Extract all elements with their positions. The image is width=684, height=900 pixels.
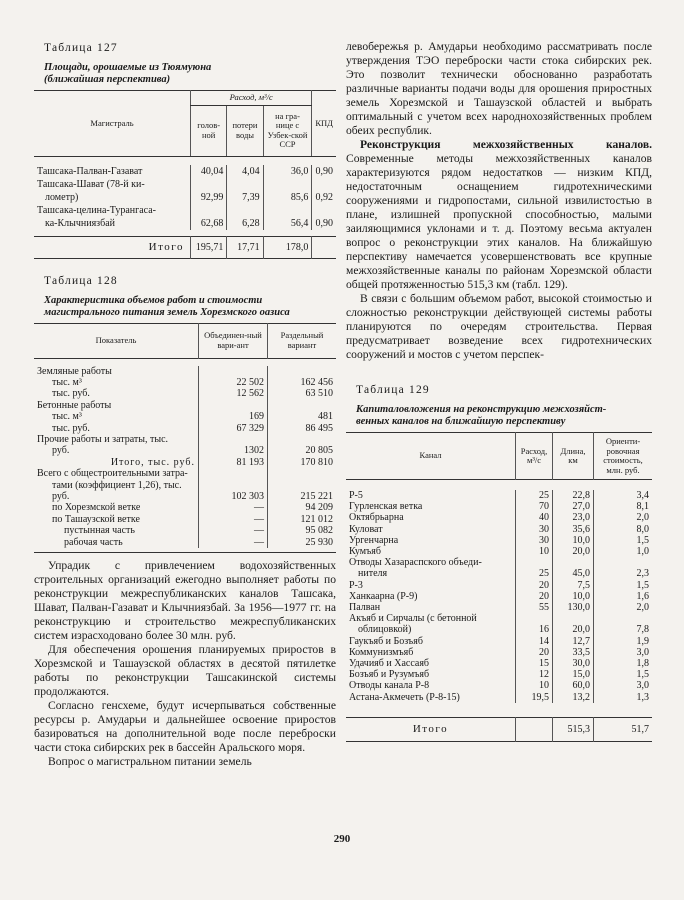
col-combined: Объединен-ный вари-ант [199,323,268,358]
table-row: Гаукъяб и Бозъяб 14 12,7 1,9 [346,636,652,647]
col-head: голов-ной [191,105,227,156]
table-row: Всего с общестроительными затра- [34,468,336,479]
table128-name: Таблица 128 [44,274,118,287]
table-row: Итого, тыс. руб. 81 193 170 810 [34,457,336,468]
col-separate: Раздельный вариант [268,323,337,358]
col-flow: Расход, м³/с [516,433,553,480]
table-row: Отводы Хазараспского объеди- [346,557,652,568]
table128-caption: Характеристика объемов работ и стоимости магистрального питания земель Хорезмского оазиса [44,294,290,318]
table-row: Прочие работы и затраты, тыс. [34,434,336,445]
table-row: Р-3 20 7,5 1,5 [346,580,652,591]
col-main: Магистраль [34,91,191,157]
table-row: Коммунизмъяб 20 33,5 3,0 [346,647,652,658]
table-row: Октябрьарна 40 23,0 2,0 [346,512,652,523]
left-column [34,40,336,769]
table-row: Бозъяб и Рузумъяб 12 15,0 1,5 [346,669,652,680]
col-group-flow: Расход, м³/с [191,91,312,106]
table-row: Гурленская ветка 70 27,0 8,1 [346,501,652,512]
table129-caption: Капиталовложения на реконструкцию межхозяйст- венных каналов на ближайшую перспективу [356,404,607,427]
table-row: Удачияб и Хассаяб 15 30,0 1,8 [346,658,652,669]
table-row: Кумъяб 10 20,0 1,0 [346,546,652,557]
table-128 [34,323,336,554]
table127-caption: Площади, орошаемые из Тюямуюна (ближайшая перспектива) [44,62,212,85]
table-row: Бетонные работы [34,400,336,411]
table-row: пустынная часть — 95 082 [34,525,336,536]
col-indicator: Показатель [95,334,137,345]
table127-total-row: Итого 195,71 17,71 178,0 [34,236,336,258]
table-row: Ташсака-Палван-Газават 40,04 4,04 36,0 0,90 [34,165,336,178]
left-body-text: Упрадик с привлечением водохозяйственных строительных организаций ежегодно выполняет работы по реконструкции межреспубликанских каналов Ташсака, Шават, Палван-Газават и Клычниязбай. За 1956—1977 гг. на реконструкцию и строительство межреспубликанских систем израсходовано более 30 млн. руб. Для обеспечения орошения планируемых приростов в Хорезмской и Ташаузской областях в десятой пятилетке работы по реконструкции Ташсакинской системы продолжаются. Согласно генсхеме, будут исчерпываться собственные ресурсы р. Амударьи и дальнейшее освоение приростов базироваться на дополнительной воде после переброски части стока сибирских рек в бассейн Аральского моря. Вопрос о магистральном питании земель [34,559,336,768]
table-row: по Ташаузской ветке — 121 012 [34,514,336,525]
right-column [346,40,652,742]
table-row: рабочая часть — 25 930 [34,537,336,548]
table-row: Астана-Акмечеть (Р-8-15) 19,5 13,2 1,3 [346,692,652,703]
table-row: руб. 102 303 215 221 [34,491,336,502]
col-kpd: КПД [312,91,336,157]
table129-name: Таблица 129 [356,384,430,396]
table-row: Ханкаарна (Р-9) 20 10,0 1,6 [346,591,652,602]
col-canal: Канал [419,450,442,461]
table-row: тами (коэффициент 1,26), тыс. [34,480,336,491]
table-row: облицовкой) 16 20,0 7,8 [346,624,652,635]
table-row: Ургенчарна 30 10,0 1,5 [346,535,652,546]
table-129 [346,432,652,742]
table-row: Палван 55 130,0 2,0 [346,602,652,613]
table-row: тыс. руб. 67 329 86 495 [34,423,336,434]
table-row: Земляные работы [34,366,336,377]
table127-name: Таблица 127 [44,42,118,54]
table-row: нителя 25 45,0 2,3 [346,568,652,579]
table-row: тыс. руб. 12 562 63 510 [34,388,336,399]
table-127 [34,90,336,259]
table-row: по Хорезмской ветке — 94 209 [34,502,336,513]
table-row: Ташсака-Шават (78-й ки- лометр) 92,99 7,39 85,6 0,92 [34,178,336,204]
table-row: Отводы канала Р-8 10 60,0 3,0 [346,680,652,691]
page-number: 290 [333,833,351,845]
right-body-text: левобережья р. Амударьи необходимо рассматривать после утверждения ТЭО переброски части стока сибирских рек. Это позволит технически обоснованно разработать различные варианты подачи воды для орошения приростных земель Хорезмской и Ташаузской областей и выбрать оптимальный с учетом всех народнохозяйственных проблем обеих республик. Реконструкция межхозяйственных каналов. Современные методы межхозяйственных каналов характеризуются рядом недостатков — низким КПД, недостаточным оснащением гидротехническими сооружениями и гидропостами, сильной извилистостью в плане, излишней пропускной способностью, малыми заиляющимися уклонами и т. д. Поэтому весьма актуален вопрос о реконструкции этих каналов. На ближайшую перспективу намечается усовершенствовать все крупные межхозяйственные каналы по районам Хорезмской области общей протяженностью 515,3 км (табл. 129). В связи с большим объемом работ, высокой стоимостью и сложностью реконструкции действующей системы работы планируются по очередям строительства. Первая предусматривает возведение всех гидротехнических сооружений и мостов с учетом перспек- [346,40,652,361]
table-row: Акъяб и Сирчалы (с бетонной [346,613,652,624]
col-cost: Ориенти-ровочная стоимость, млн. руб. [594,433,653,480]
table129-total-row: Итого 515,3 51,7 [346,717,652,741]
col-length: Длина, км [553,433,594,480]
table-row: тыс. м³ 169 481 [34,411,336,422]
table-row: тыс. м³ 22 502 162 456 [34,377,336,388]
table-row: Ташсака-целина-Турангаса- ка-Клычниязбай 62,68 6,28 56,4 0,90 [34,204,336,230]
table-row: Куловат 30 35,6 8,0 [346,524,652,535]
section-heading: Реконструкция межхозяйственных каналов. [360,138,652,151]
col-border: на гра-нице с Узбек-ской ССР [263,105,312,156]
table-row: Р-5 25 22,8 3,4 [346,490,652,501]
col-loss: потери воды [227,105,263,156]
table-row: руб. 1302 20 805 [34,445,336,456]
